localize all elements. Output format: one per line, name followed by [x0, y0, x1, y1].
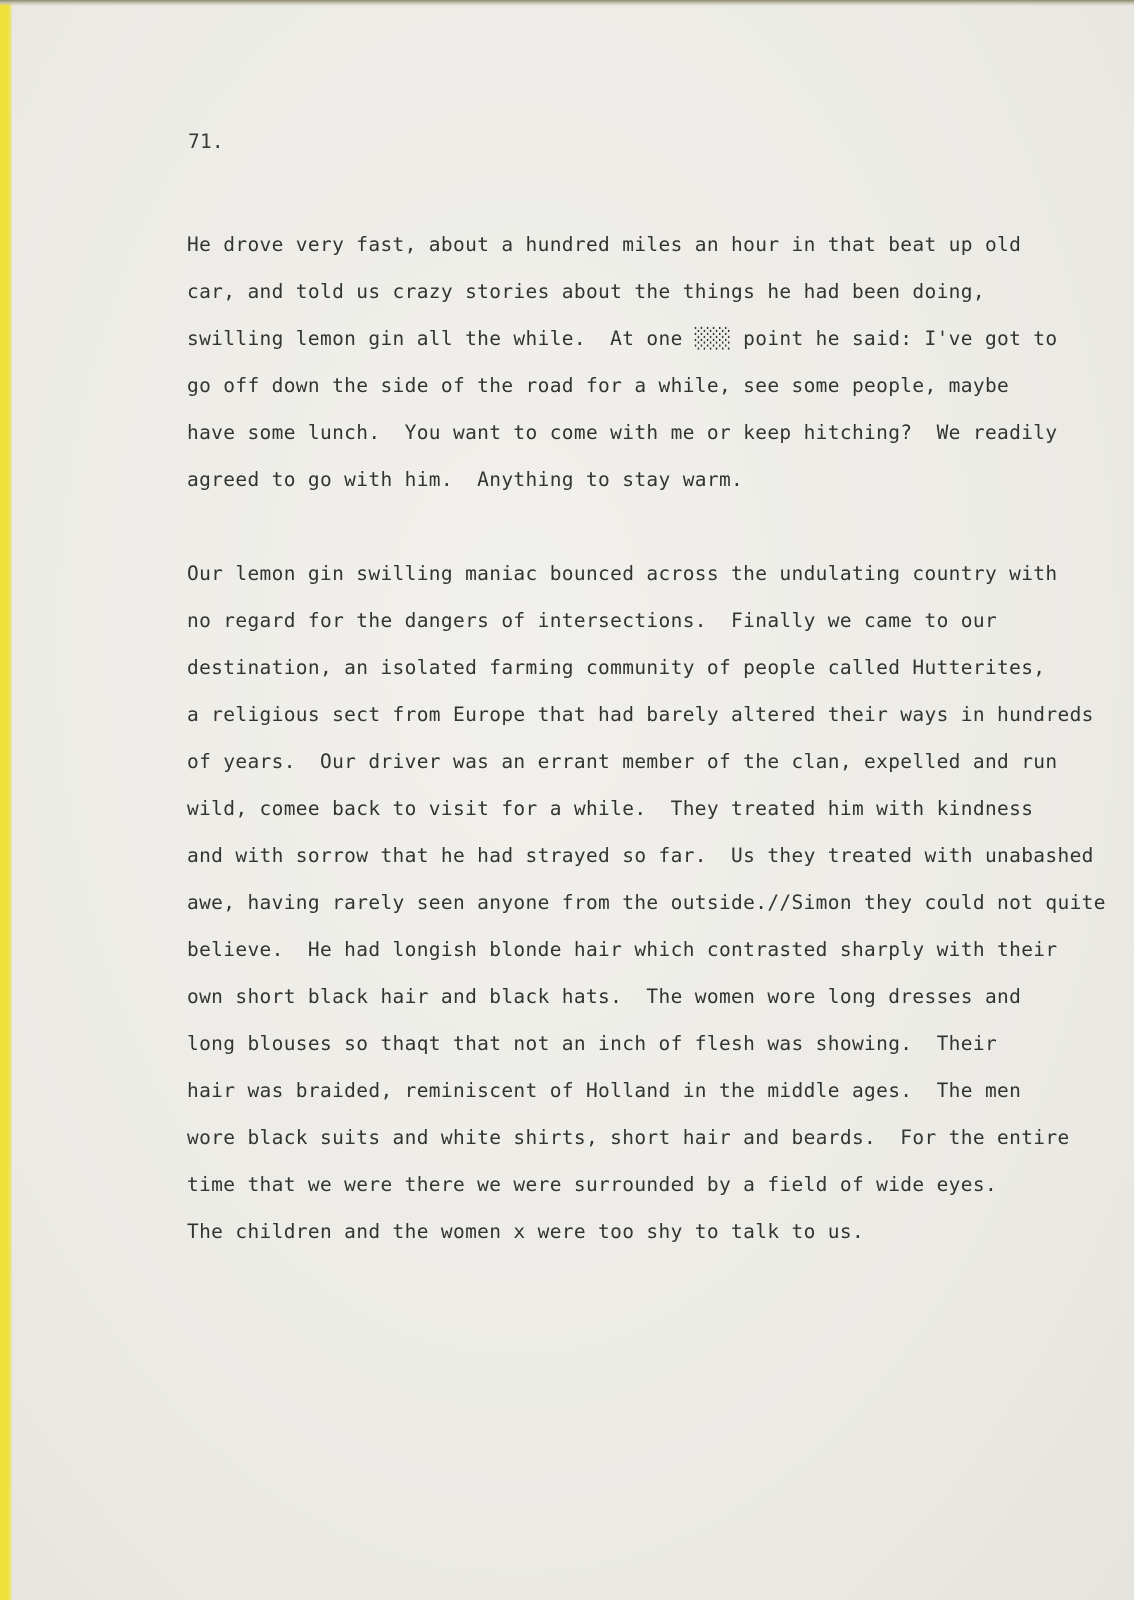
text-line: swilling lemon gin all the while. At one ░░░ point he said: I've got to [187, 327, 1058, 350]
page-top-edge [0, 0, 1134, 6]
text-line: wild, comee back to visit for a while. They treated him with kindness [187, 797, 1034, 820]
text-line: time that we were there we were surrounded by a field of wide eyes. [187, 1173, 998, 1196]
text-line: own short black hair and black hats. The women wore long dresses and [187, 985, 1022, 1008]
typed-text-body [187, 221, 1106, 1255]
text-line: have some lunch. You want to come with me or keep hitching? We readily [187, 421, 1058, 444]
text-line: no regard for the dangers of intersections. Finally we came to our [187, 609, 998, 632]
text-line: a religious sect from Europe that had barely altered their ways in hundreds [187, 703, 1094, 726]
text-line: and with sorrow that he had strayed so far. Us they treated with unabashed [187, 844, 1094, 867]
text-line: car, and told us crazy stories about the things he had been doing, [187, 280, 985, 303]
paragraph-break [187, 503, 1106, 550]
text-line: agreed to go with him. Anything to stay warm. [187, 468, 744, 491]
text-line: wore black suits and white shirts, short hair and beards. For the entire [187, 1126, 1070, 1149]
text-line: destination, an isolated farming community of people called Hutterites, [187, 656, 1046, 679]
text-line: hair was braided, reminiscent of Holland in the middle ages. The men [187, 1079, 1022, 1102]
text-line: The children and the women x were too shy to talk to us. [187, 1220, 865, 1243]
text-line: of years. Our driver was an errant member of the clan, expelled and run [187, 750, 1058, 773]
page-number: 71. [188, 130, 224, 153]
text-line: go off down the side of the road for a while, see some people, maybe [187, 374, 1010, 397]
text-line: long blouses so thaqt that not an inch of flesh was showing. Their [187, 1032, 998, 1055]
text-line: believe. He had longish blonde hair which contrasted sharply with their [187, 938, 1058, 961]
text-line: Our lemon gin swilling maniac bounced across the undulating country with [187, 562, 1058, 585]
text-line: awe, having rarely seen anyone from the outside.//Simon they could not quite [187, 891, 1106, 914]
paragraph-1 [187, 221, 1106, 503]
text-line: He drove very fast, about a hundred miles an hour in that beat up old [187, 233, 1022, 256]
paragraph-2 [187, 550, 1106, 1255]
